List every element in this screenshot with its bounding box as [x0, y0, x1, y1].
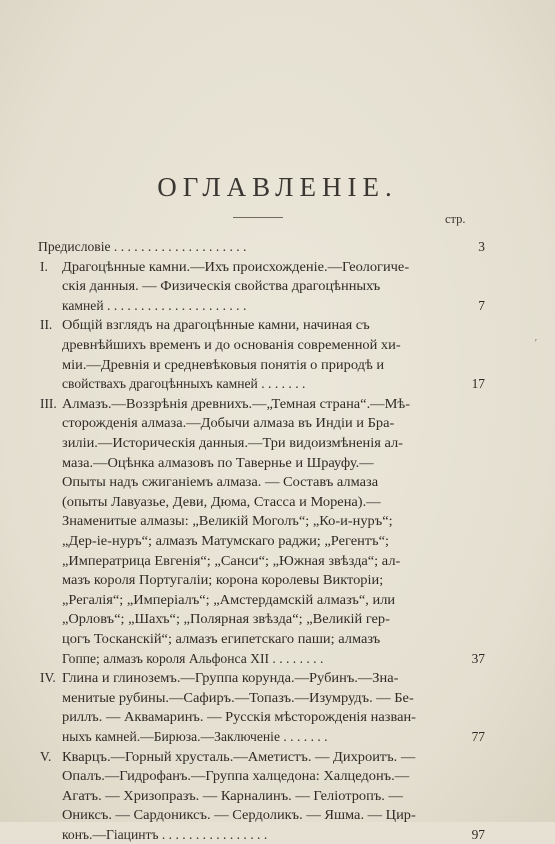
- chapter-number: III.: [40, 395, 57, 411]
- toc-line: [0, 238, 555, 256]
- toc-line-text: свойствахъ драгоцѣнныхъ камней . . . . . . .: [62, 376, 306, 392]
- toc-line-text: цогъ Тосканскій“; алмазъ египетскаго паши; алмазъ: [62, 631, 381, 646]
- page-number: 17: [471, 376, 485, 392]
- toc-line-text: риллъ. — Аквамаринъ. — Русскія мѣсторожденія назван-: [62, 709, 416, 725]
- toc-line-text: Гоппе; алмазъ короля Альфонса XII . . . . . . . .: [62, 650, 324, 666]
- margin-mark: ʹ: [534, 338, 537, 349]
- toc-line: [0, 610, 555, 628]
- toc-line: [0, 454, 555, 472]
- page-column-header: стр.: [445, 212, 466, 226]
- toc-line-text: конъ.—Гіацинтъ . . . . . . . . . . . . . . . .: [62, 827, 268, 842]
- toc-line: [0, 356, 555, 374]
- toc-line-text: Опыты надъ сжиганіемъ алмаза. — Составъ алмаза: [62, 474, 379, 490]
- toc-line-text: мазъ короля Португаліи; корона королевы Викторіи;: [62, 572, 384, 588]
- page-title: ОГЛАВЛЕНІЕ.: [157, 172, 398, 202]
- toc-line-text: „Императрица Евгенія“; „Санси“; „Южная звѣзда“; ал-: [62, 552, 401, 568]
- page-number: 77: [471, 729, 485, 744]
- toc-line: [0, 395, 555, 413]
- toc-line-text: Знаменитые алмазы: „Великій Моголъ“; „Ко-и-нуръ“;: [62, 513, 393, 529]
- toc-line-text: зиліи.—Историческія данныя.—Три видоизмѣненія ал-: [62, 435, 403, 450]
- toc-line: [0, 532, 555, 550]
- page-number: 3: [478, 239, 485, 254]
- toc-line: [0, 689, 555, 707]
- toc-line-text: древнѣйшихъ временъ и до основанія современной хи-: [62, 337, 401, 352]
- toc-line-text: міи.—Древнія и средневѣковыя понятія о природѣ и: [62, 356, 385, 372]
- toc-line: [0, 473, 555, 491]
- toc-line: [0, 591, 555, 609]
- toc-line-text: Алмазъ.—Воззрѣнія древнихъ.—„Темная страна“.—Мѣ-: [62, 395, 411, 411]
- chapter-number: II.: [40, 317, 53, 333]
- toc-line-text: Кварцъ.—Горный хрусталь.—Аметистъ. — Дихроитъ. —: [62, 748, 416, 764]
- toc-line: [0, 434, 555, 452]
- toc-line: [0, 336, 555, 354]
- toc-line-text: Общій взглядъ на драгоцѣнные камни, начиная съ: [62, 317, 370, 333]
- toc-line: [0, 375, 555, 393]
- toc-line: [0, 277, 555, 295]
- toc-line: [0, 669, 555, 687]
- toc-line-text: Опалъ.—Гидрофанъ.—Группа халцедона: Халцедонъ.—: [62, 768, 410, 784]
- toc-line: [0, 316, 555, 334]
- toc-line: [0, 552, 555, 570]
- toc-line-text: сторожденія алмаза.—Добычи алмаза въ Индіи и Бра-: [62, 415, 395, 431]
- toc-line: [0, 650, 555, 668]
- toc-line: [0, 258, 555, 276]
- toc-line-text: менитые рубины.—Сафиръ.—Топазъ.—Изумрудъ. — Бе-: [62, 689, 414, 705]
- toc-line: [0, 708, 555, 726]
- toc-line-text: „Регалія“; „Имперіалъ“; „Амстердамскій алмазъ“, или: [62, 591, 396, 607]
- toc-line: [0, 414, 555, 432]
- toc-line: [0, 728, 555, 746]
- toc-line: [0, 787, 555, 805]
- toc-line: [0, 748, 555, 766]
- toc-line-text: скія данныя. — Физическія свойства драгоцѣнныхъ: [62, 278, 381, 294]
- toc-line: [0, 571, 555, 589]
- toc-line-text: „Орловъ“; „Шахъ“; „Полярная звѣзда“; „Великій гер-: [62, 611, 390, 627]
- toc-line-text: ныхъ камней.—Бирюза.—Заключеніе . . . . . . .: [62, 729, 328, 744]
- toc-line-text: Ониксъ. — Сардониксъ. — Сердоликъ. — Яшма. — Цир-: [62, 807, 416, 823]
- toc-line-text: Драгоцѣнные камни.—Ихъ происхожденіе.—Геологиче-: [62, 258, 410, 274]
- toc-line: [0, 826, 555, 844]
- page-number: 97: [471, 827, 485, 842]
- toc-line-text: „Дер-іе-нуръ“; алмазъ Матумскаго раджи; „Регентъ“;: [62, 533, 390, 548]
- toc-line: [0, 512, 555, 530]
- chapter-number: I.: [40, 258, 48, 274]
- title-rule: [233, 217, 283, 218]
- page-number: 37: [471, 650, 485, 666]
- toc-line-text: маза.—Оцѣнка алмазовъ по Тавернье и Шрауфу.—: [62, 454, 374, 470]
- toc-line-text: (опыты Лавуазье, Деви, Дюма, Стасса и Морена).—: [62, 493, 381, 509]
- toc-line: [0, 297, 555, 315]
- chapter-number: V.: [40, 748, 52, 764]
- toc-line-text: Агатъ. — Хризопразъ. — Карналинъ. — Геліотропъ. —: [62, 787, 403, 803]
- toc-line-text: Предисловіе . . . . . . . . . . . . . . . . . . . .: [38, 239, 247, 254]
- chapter-number: IV.: [40, 670, 56, 686]
- toc-line-text: камней . . . . . . . . . . . . . . . . . . . . .: [62, 297, 247, 313]
- toc-line-text: Глина и глиноземъ.—Группа корунда.—Рубинъ.—Зна-: [62, 670, 399, 686]
- toc-line: [0, 767, 555, 785]
- page-number: 7: [478, 297, 485, 313]
- toc-line: [0, 630, 555, 648]
- toc-line: [0, 493, 555, 511]
